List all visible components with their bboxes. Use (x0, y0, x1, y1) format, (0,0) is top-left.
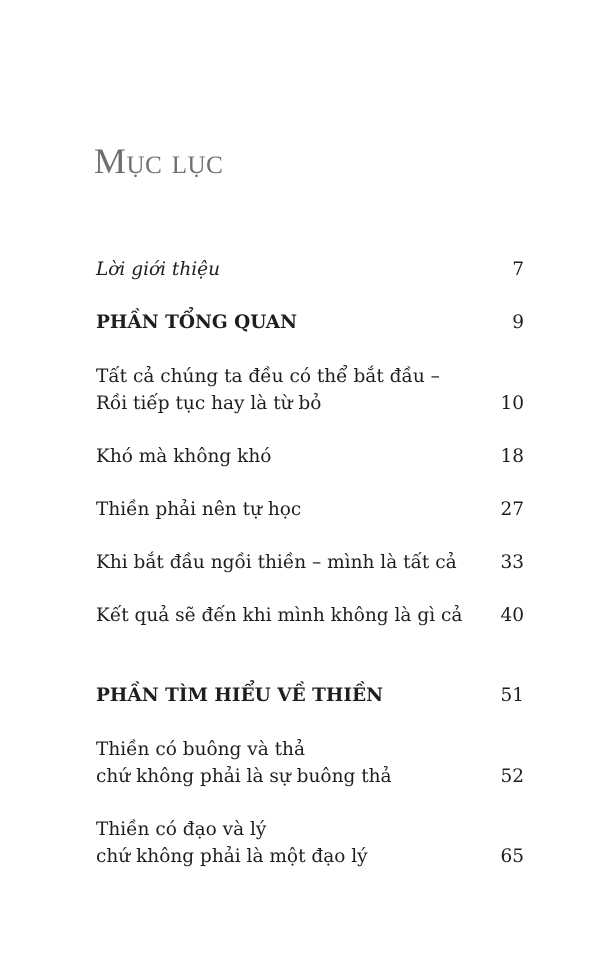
toc-entry-title (96, 736, 476, 790)
toc-entry-page: 18 (500, 446, 524, 467)
toc-entry (96, 549, 524, 576)
toc-entry-title-line: Thiền có buông và thả (96, 739, 306, 760)
toc-entry-page: 10 (500, 393, 524, 414)
toc-entry-page: 52 (500, 766, 524, 787)
toc-entry (96, 736, 524, 790)
toc-section-tim-hieu (96, 682, 524, 709)
toc-entry-page: 40 (500, 605, 524, 626)
toc-entry-title (96, 256, 476, 283)
toc-entry-page: 65 (500, 846, 524, 867)
toc-entry (96, 443, 524, 470)
toc-entry-title (96, 816, 476, 870)
toc-entry (96, 363, 524, 417)
toc-entry-title-line: Thiền phải nên tự học (96, 499, 302, 520)
toc-section-title (96, 309, 476, 336)
toc-entry-intro (96, 256, 524, 283)
toc-section-title-line: PHẦN TỔNG QUAN (96, 312, 298, 333)
toc-section-page: 9 (512, 312, 524, 333)
toc-entry-title (96, 496, 476, 523)
toc-entry (96, 816, 524, 870)
toc-entry-title-line: chứ không phải là một đạo lý (96, 846, 368, 867)
toc-entry-title-line: Lời giới thiệu (96, 259, 221, 280)
toc-entry (96, 602, 524, 629)
toc-entry-title-line: Rồi tiếp tục hay là từ bỏ (96, 393, 322, 414)
toc-entry-title-line: Khó mà không khó (96, 446, 272, 467)
toc-entry-title-line: Thiền có đạo và lý (96, 819, 267, 840)
toc-entry-title-line: Khi bắt đầu ngồi thiền – mình là tất cả (96, 552, 457, 573)
toc-entry (96, 496, 524, 523)
page-title: Mục lục (94, 141, 224, 181)
toc-entry-title-line: chứ không phải là sự buông thả (96, 766, 392, 787)
toc-section-tong-quan (96, 309, 524, 336)
toc-entry-title (96, 443, 476, 470)
toc-entry-page: 33 (500, 552, 524, 573)
toc-entry-page: 7 (512, 259, 524, 280)
toc-entry-title (96, 602, 476, 629)
toc-entry-title (96, 363, 476, 417)
toc-entry-title (96, 549, 476, 576)
toc-section-page: 51 (500, 685, 524, 706)
toc-entry-page: 27 (500, 499, 524, 520)
toc-entry-title-line: Kết quả sẽ đến khi mình không là gì cả (96, 605, 463, 626)
toc-section-title (96, 682, 476, 709)
toc-entry-title-line: Tất cả chúng ta đều có thể bắt đầu – (96, 366, 440, 387)
toc-section-title-line: PHẦN TÌM HIỂU VỀ THIỀN (96, 685, 384, 706)
